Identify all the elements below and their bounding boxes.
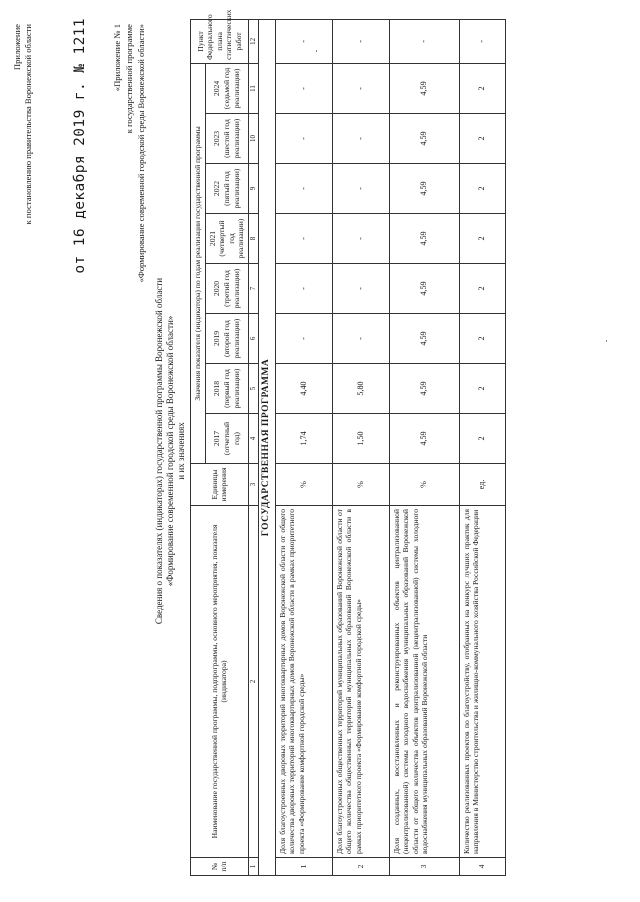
row-value: - bbox=[275, 114, 332, 164]
row-value: 2 bbox=[459, 164, 505, 214]
row-value: 4,59 bbox=[389, 414, 459, 464]
row-num: 2 bbox=[332, 858, 389, 876]
column-number: 4 bbox=[248, 414, 258, 464]
row-value: - bbox=[332, 314, 389, 364]
column-number: 12 bbox=[248, 19, 258, 63]
row-value: 4,59 bbox=[389, 114, 459, 164]
scan-speck bbox=[606, 340, 607, 342]
row-name: Доля созданных, восстановленных и реконструированных объектов централизованной (нецентрализованной) системы холодного водоснабжения муниципальных образований Воронежской области от общего количества объектов централизованной (нецентрализованной) системы холодного водоснабжения муниципальных образований Воронежской области bbox=[389, 506, 459, 858]
appendix-label: Приложение bbox=[12, 24, 22, 71]
row-value: 2 bbox=[459, 414, 505, 464]
document-date: от 16 декабря 2019 г. № 1211 bbox=[72, 18, 88, 274]
column-number: 7 bbox=[248, 264, 258, 314]
row-value: - bbox=[275, 314, 332, 364]
row-value: 4,59 bbox=[389, 264, 459, 314]
prilozhenie-label: «Приложение № 1 bbox=[112, 24, 122, 92]
table-row bbox=[332, 19, 389, 875]
row-unit: % bbox=[332, 464, 389, 506]
row-value: - bbox=[332, 114, 389, 164]
section-row bbox=[258, 19, 275, 875]
header-name: Наименование государственной программы, подпрограммы, основного мероприятия, показателя (индикатора) bbox=[191, 506, 249, 858]
row-value: - bbox=[275, 264, 332, 314]
column-number: 2 bbox=[248, 506, 258, 858]
row-value: 1,50 bbox=[332, 414, 389, 464]
table-row bbox=[389, 19, 459, 875]
row-name: Доля благоустроенных общественных территорий муниципальных образований Воронежской области от общего количества общественных территорий муниципальных образований Воронежской области в рамках приоритетного проекта «Формирование комфортной городской среды» bbox=[332, 506, 389, 858]
row-value: 5,80 bbox=[332, 364, 389, 414]
row-value: 2 bbox=[459, 214, 505, 264]
row-value: 4,59 bbox=[389, 314, 459, 364]
header-year: 2021 (четвертый год реализации) bbox=[205, 214, 248, 264]
row-value: - bbox=[332, 164, 389, 214]
column-number: 11 bbox=[248, 63, 258, 113]
row-value: 2 bbox=[459, 364, 505, 414]
row-value: - bbox=[275, 214, 332, 264]
column-number: 5 bbox=[248, 364, 258, 414]
header-year: 2017 (отчетный год) bbox=[205, 414, 248, 464]
column-number: 10 bbox=[248, 114, 258, 164]
header-year: 2018 (первый год реализации) bbox=[205, 364, 248, 414]
row-value: 4,59 bbox=[389, 63, 459, 113]
row-unit: % bbox=[389, 464, 459, 506]
row-value: 2 bbox=[459, 63, 505, 113]
row-value: - bbox=[332, 264, 389, 314]
row-value: 4,59 bbox=[389, 164, 459, 214]
row-unit: % bbox=[275, 464, 332, 506]
header-unit: Единицы измерения bbox=[191, 464, 249, 506]
table-row bbox=[275, 19, 332, 875]
row-plan: - bbox=[275, 19, 332, 63]
resolution-label: к постановлению правительства Воронежской области bbox=[23, 24, 33, 225]
row-value: 2 bbox=[459, 264, 505, 314]
row-plan: - bbox=[332, 19, 389, 63]
row-num: 1 bbox=[275, 858, 332, 876]
table-row bbox=[459, 19, 505, 875]
row-value: - bbox=[275, 164, 332, 214]
row-value: 4,40 bbox=[275, 364, 332, 414]
row-value: 4,59 bbox=[389, 214, 459, 264]
row-num: 3 bbox=[389, 858, 459, 876]
column-number: 6 bbox=[248, 314, 258, 364]
section-title: ГОСУДАРСТВЕННАЯ ПРОГРАММА bbox=[258, 19, 275, 875]
row-value: 4,59 bbox=[389, 364, 459, 414]
column-numbers-row bbox=[248, 19, 258, 875]
title-line-1: Сведения о показателях (индикаторах) государственной программы Воронежской области bbox=[154, 277, 164, 625]
row-plan: - bbox=[459, 19, 505, 63]
indicators-table bbox=[190, 9, 506, 876]
program-name-label: «Формирование современной городской среды Воронежской области» bbox=[136, 24, 146, 283]
column-number: 3 bbox=[248, 464, 258, 506]
row-value: - bbox=[332, 63, 389, 113]
row-num: 4 bbox=[459, 858, 505, 876]
column-number: 1 bbox=[248, 858, 258, 876]
row-value: 2 bbox=[459, 114, 505, 164]
column-number: 8 bbox=[248, 214, 258, 264]
column-number: 9 bbox=[248, 164, 258, 214]
header-year: 2020 (третий год реализации) bbox=[205, 264, 248, 314]
row-value: - bbox=[332, 214, 389, 264]
header-year: 2019 (второй год реализации) bbox=[205, 314, 248, 364]
row-unit: ед. bbox=[459, 464, 505, 506]
row-name: Количество реализованных проектов по благоустройству, отобранных на конкурс лучших практик для направления в Министерство строительства и жилищно-коммунального хозяйства Российской Федерации bbox=[459, 506, 505, 858]
header-year: 2023 (шестой год реализации) bbox=[205, 114, 248, 164]
title-line-2: «Формирование современной городской среды Воронежской области» bbox=[165, 315, 175, 587]
row-value: 1,74 bbox=[275, 414, 332, 464]
header-plan: Пункт Федерального плана статистических работ bbox=[191, 19, 249, 63]
row-name: Доля благоустроенных дворовых территорий многоквартирных домов Воронежской области от общего количества дворовых территорий многоквартирных домов Воронежской области в рамках приоритетного проекта «Формирование комфортной городской среды» bbox=[275, 506, 332, 858]
header-year: 2022 (пятый год реализации) bbox=[205, 164, 248, 214]
header-values-group: Значения показателя (индикатора) по годам реализации государственной программы bbox=[191, 63, 206, 463]
header-row-1 bbox=[191, 19, 206, 875]
to-program-label: к государственной программе bbox=[124, 24, 134, 134]
row-plan: - bbox=[389, 19, 459, 63]
title-line-3: и их значениях bbox=[176, 422, 186, 480]
row-value: 2 bbox=[459, 314, 505, 364]
header-num: № п/п bbox=[191, 858, 249, 876]
row-value: - bbox=[275, 63, 332, 113]
header-year: 2024 (седьмой год реализации) bbox=[205, 63, 248, 113]
